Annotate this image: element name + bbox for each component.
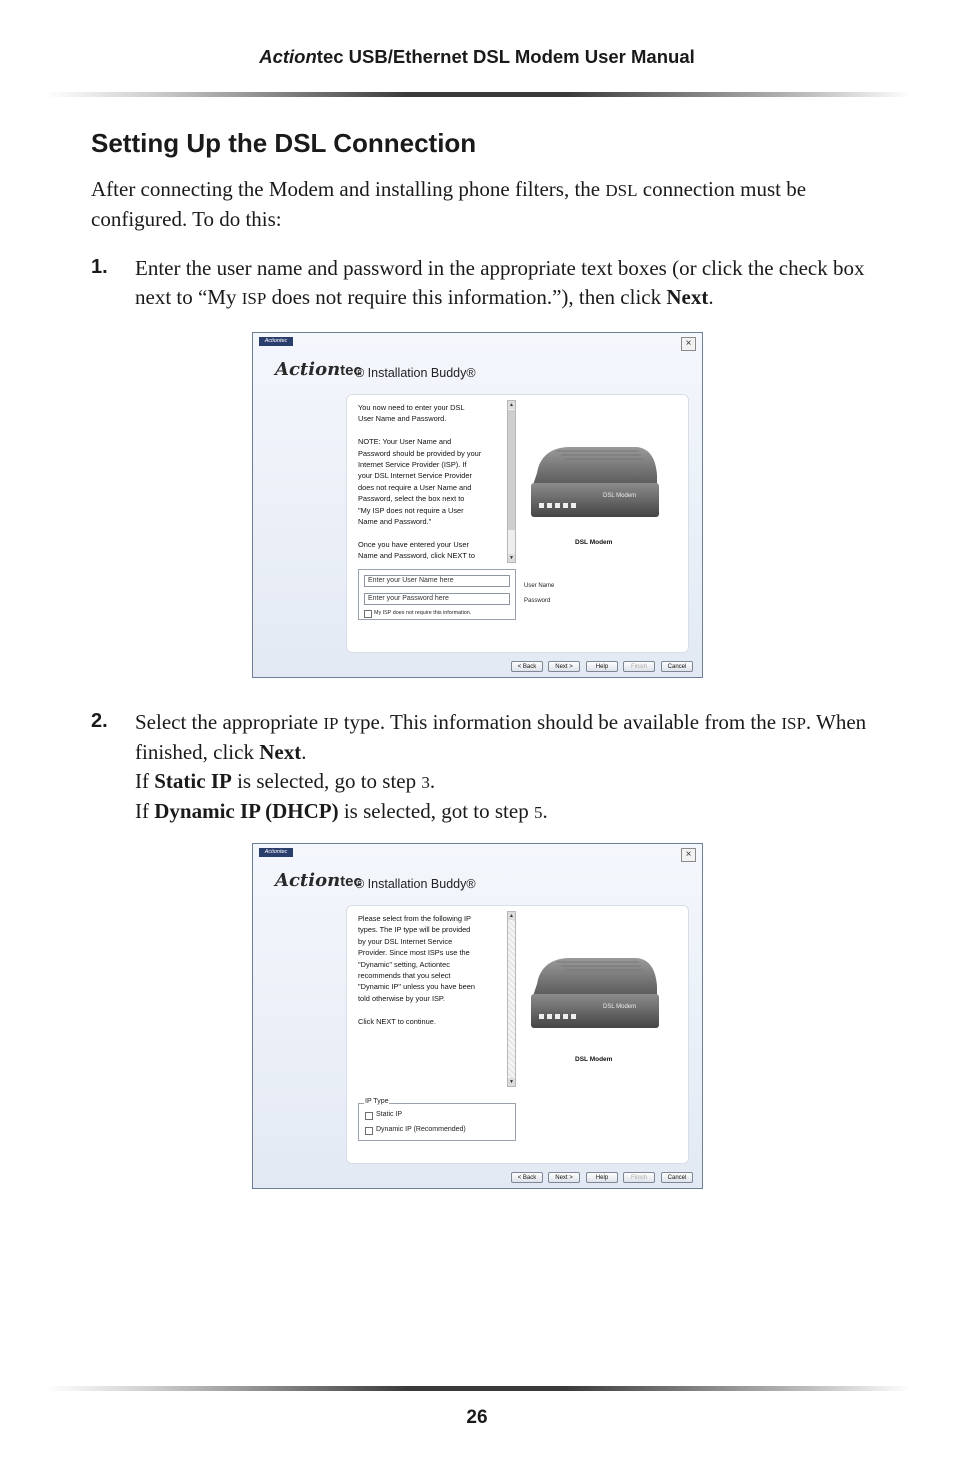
step-2-dynamic-line bbox=[135, 797, 895, 827]
step-2-if-dynamic: If bbox=[135, 799, 149, 823]
username-field[interactable]: Enter your User Name here bbox=[364, 575, 510, 587]
step-1-text bbox=[135, 254, 895, 313]
step-2-text bbox=[135, 708, 895, 827]
step-2-s2: is selected, got to step bbox=[343, 799, 529, 823]
brand-tec: tec bbox=[340, 873, 362, 890]
brand-logo bbox=[275, 359, 362, 380]
finish-button[interactable]: Finish bbox=[623, 1172, 655, 1183]
scroll-up-icon[interactable]: ▲ bbox=[509, 913, 514, 919]
dialog-ip-type-screenshot bbox=[252, 843, 703, 1189]
next-button[interactable]: Next > bbox=[548, 661, 580, 672]
step-1-a: Enter the user name and password in the appropriate text boxes (or click the check box next to “My bbox=[135, 256, 865, 309]
username-label: User Name bbox=[524, 583, 555, 589]
step-2-line-a bbox=[135, 708, 895, 767]
step-2-dot1: . bbox=[429, 769, 436, 793]
running-header bbox=[0, 46, 954, 68]
dialog-title: ® Installation Buddy® bbox=[355, 366, 476, 380]
back-button[interactable]: < Back bbox=[511, 661, 543, 672]
modem-led bbox=[547, 503, 552, 508]
modem-led bbox=[563, 503, 568, 508]
modem-led bbox=[555, 1014, 560, 1019]
modem-top-shape bbox=[533, 447, 657, 485]
brand-tec: tec bbox=[340, 362, 362, 379]
no-credentials-checkbox[interactable] bbox=[364, 610, 372, 618]
step-2-b: type. This information should be available from the bbox=[343, 710, 777, 734]
modem-front-label: DSL Modem bbox=[603, 493, 637, 499]
scroll-thumb[interactable] bbox=[508, 410, 515, 530]
footer-rule bbox=[45, 1386, 911, 1391]
header-brand-italic: Action bbox=[259, 46, 317, 67]
finish-button[interactable]: Finish bbox=[623, 661, 655, 672]
modem-top-shape bbox=[533, 958, 657, 996]
instructions-text: Please select from the following IP types. The IP type will be provided by your DSL Internet Service Provider. Since most ISPs use the "Dynamic" setting, Actiontec recommends that you select "Dynamic IP" unless you have been told otherwise by your ISP. Click NEXT to continue. bbox=[358, 914, 475, 1026]
cancel-button[interactable]: Cancel bbox=[661, 1172, 693, 1183]
step-1-b: does not require this information.”), then click bbox=[271, 285, 662, 309]
brand-action: Action bbox=[275, 870, 341, 891]
step-2-c: . When finished, click bbox=[135, 710, 867, 764]
modem-led bbox=[563, 1014, 568, 1019]
step-2-ip: IP bbox=[323, 714, 339, 733]
page-number: 26 bbox=[466, 1407, 488, 1428]
modem-led bbox=[555, 503, 560, 508]
scroll-down-icon[interactable]: ▼ bbox=[509, 555, 514, 561]
step-2-if-static: If bbox=[135, 769, 149, 793]
step-2-number: 2. bbox=[91, 710, 108, 732]
step-1-next: Next bbox=[666, 285, 709, 309]
credentials-group bbox=[358, 569, 516, 620]
section-heading: Setting Up the DSL Connection bbox=[91, 128, 477, 158]
titlebar-logo: Actiontec bbox=[259, 337, 293, 346]
intro-text-b: connection must be configured. To do this: bbox=[91, 177, 807, 231]
step-2-n2: 5 bbox=[533, 803, 543, 822]
help-button[interactable]: Help bbox=[586, 1172, 618, 1183]
step-2-s1: is selected, go to step bbox=[237, 769, 417, 793]
ip-type-group bbox=[358, 1098, 516, 1141]
password-field[interactable]: Enter your Password here bbox=[364, 593, 510, 605]
modem-led bbox=[539, 503, 544, 508]
step-2-isp: ISP bbox=[781, 714, 806, 733]
step-2-n1: 3 bbox=[421, 773, 430, 792]
no-credentials-label: My ISP does not require this information. bbox=[374, 610, 472, 616]
back-button[interactable]: < Back bbox=[511, 1172, 543, 1183]
modem-image bbox=[527, 952, 661, 1040]
step-1-isp: ISP bbox=[241, 289, 267, 308]
step-2-static: Static IP bbox=[154, 769, 232, 793]
password-label: Password bbox=[524, 598, 551, 604]
step-1-number: 1. bbox=[91, 256, 108, 278]
header-title: tec USB/Ethernet DSL Modem User Manual bbox=[316, 46, 695, 67]
intro-dsl: DSL bbox=[605, 181, 638, 200]
intro-paragraph bbox=[91, 175, 881, 234]
modem-front bbox=[531, 994, 659, 1028]
help-button[interactable]: Help bbox=[586, 661, 618, 672]
modem-led bbox=[547, 1014, 552, 1019]
content-panel bbox=[346, 394, 689, 653]
content-panel bbox=[346, 905, 689, 1164]
close-button[interactable]: × bbox=[681, 848, 696, 862]
modem-caption: DSL Modem bbox=[575, 1056, 613, 1063]
step-2-next: Next bbox=[259, 740, 302, 764]
intro-text-a: After connecting the Modem and installing phone filters, the bbox=[91, 177, 601, 201]
cancel-button[interactable]: Cancel bbox=[661, 661, 693, 672]
modem-front-label: DSL Modem bbox=[603, 1004, 637, 1010]
step-2-d: . bbox=[301, 740, 307, 764]
modem-led bbox=[539, 1014, 544, 1019]
modem-led bbox=[571, 1014, 576, 1019]
close-button[interactable]: × bbox=[681, 337, 696, 351]
brand-logo bbox=[275, 870, 362, 891]
modem-led bbox=[571, 503, 576, 508]
static-ip-radio[interactable] bbox=[365, 1112, 373, 1120]
modem-caption: DSL Modem bbox=[575, 539, 613, 546]
step-2-a: Select the appropriate bbox=[135, 710, 319, 734]
scroll-down-icon[interactable]: ▼ bbox=[509, 1079, 514, 1085]
next-button[interactable]: Next > bbox=[548, 1172, 580, 1183]
step-2-dot2: . bbox=[542, 799, 548, 823]
titlebar-logo: Actiontec bbox=[259, 848, 293, 857]
dynamic-ip-radio[interactable] bbox=[365, 1127, 373, 1135]
dialog-login-screenshot bbox=[252, 332, 703, 678]
step-2-dynamic: Dynamic IP (DHCP) bbox=[154, 799, 339, 823]
modem-image bbox=[527, 441, 661, 529]
scroll-up-icon[interactable]: ▲ bbox=[509, 402, 514, 408]
dynamic-ip-label: Dynamic IP (Recommended) bbox=[376, 1126, 466, 1133]
ip-type-legend: IP Type bbox=[365, 1098, 389, 1105]
step-2-static-line bbox=[135, 767, 895, 797]
instructions-scrollbar[interactable] bbox=[507, 400, 516, 563]
brand-action: Action bbox=[275, 359, 341, 380]
modem-front bbox=[531, 483, 659, 517]
static-ip-label: Static IP bbox=[376, 1111, 403, 1118]
instructions-text: You now need to enter your DSL User Name and Password. NOTE: Your User Name and Password should be provided by your Internet Service Provider (ISP). If your DSL Internet Service Provider does not require a User Name and Password, select the box next to "My ISP does not require a User Name and Password." Once you have entered your User Name and Password, click NEXT to bbox=[358, 403, 482, 561]
header-rule bbox=[45, 92, 911, 97]
step-1-end: . bbox=[708, 285, 714, 309]
instructions-scrollbar[interactable] bbox=[507, 911, 516, 1087]
dialog-title: ® Installation Buddy® bbox=[355, 877, 476, 891]
